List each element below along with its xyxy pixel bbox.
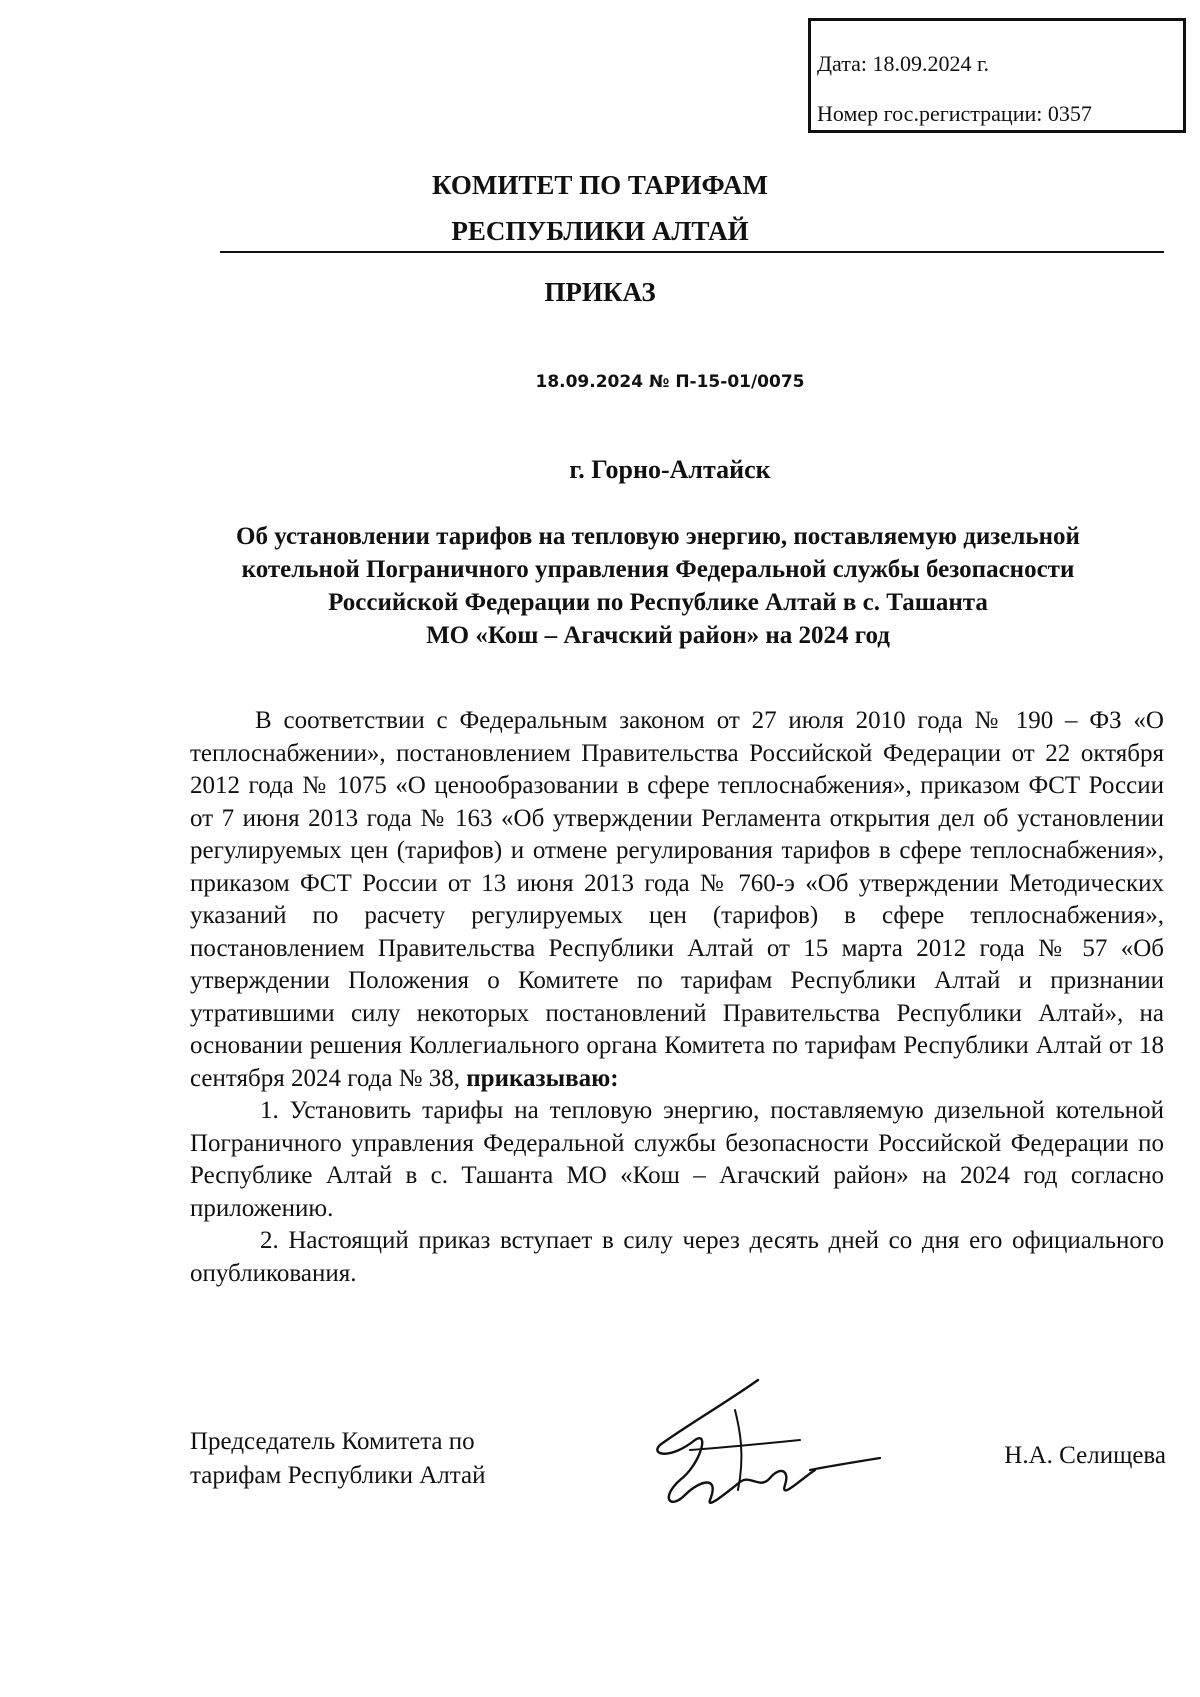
preamble-text: В соответствии с Федеральным законом от 27 июля 2010 года № 190 – ФЗ «О теплоснабжении», постановлением Правительства Российской Федерации от 22 октября 2012 года № 1075 «О ценообразовании в сфере теплоснабжения», приказом ФСТ России от 7 июня 2013 года № 163 «Об утверждении Регламента открытия дел об установлении регулируемых цен (тарифов) и отмене регулирования тарифов в сфере теплоснабжения», приказом ФСТ России от 13 июня 2013 года № 760-э «Об утверждении Методических указаний по расчету регулируемых цен (тарифов) в сфере теплоснабжения», постановлением Правительства Республики Алтай от 15 марта 2012 года № 57 «Об утверждении Положения о Комитете по тарифам Республики Алтай и признании утратившими силу некоторых постановлений Правительства Республики Алтай», на основании решения Коллегиального органа Комитета по тарифам Республики Алтай от 18 сентября 2024 года № 38, <box>190 707 1164 1092</box>
handwritten-signature <box>640 1370 900 1525</box>
title-line-4: МО «Кош – Агачский район» на 2024 год <box>426 622 890 649</box>
title-line-3: Российской Федерации по Республике Алтай в с. Ташанта <box>328 589 988 616</box>
org-name-line1: КОМИТЕТ ПО ТАРИФАМ <box>431 170 769 200</box>
title-line-1: Об установлении тарифов на тепловую энергию, поставляемую дизельной <box>236 523 1080 550</box>
registration-number <box>817 89 1183 139</box>
order-body <box>190 705 1164 1290</box>
position-line-1: Председатель Комитета по <box>190 1428 475 1455</box>
date-value: 18.09.2024 г. <box>872 51 990 76</box>
order-word: приказываю: <box>466 1064 619 1092</box>
reg-label: Номер гос.регистрации: <box>817 101 1043 126</box>
header-rule <box>220 251 1164 253</box>
position-line-2: тарифам Республики Алтай <box>190 1462 486 1489</box>
registration-box <box>808 18 1186 133</box>
doc-type: ПРИКАЗ <box>544 277 656 307</box>
title-line-2: котельной Пограничного управления Федеральной службы безопасности <box>241 556 1075 583</box>
order-title <box>150 520 1166 652</box>
signatory-name: Н.А. Селищева <box>1004 1442 1166 1469</box>
order-number: 18.09.2024 № П-15-01/0075 <box>535 372 805 392</box>
signatory-position <box>190 1425 590 1493</box>
city: г. Горно-Алтайск <box>569 455 771 484</box>
item-1: 1. Установить тарифы на тепловую энергию, поставляемую дизельной котельной Пограничного управления Федеральной службы безопасности Российской Федерации по Республике Алтай в с. Ташанта МО «Кош – Агачский район» на 2024 год согласно приложению. <box>190 1097 1164 1222</box>
org-name-line2: РЕСПУБЛИКИ АЛТАЙ <box>451 216 749 246</box>
date-label: Дата: <box>817 51 867 76</box>
preamble-paragraph <box>190 705 1164 1095</box>
item-2: 2. Настоящий приказ вступает в силу через десять дней со дня его официального опубликования. <box>190 1227 1164 1287</box>
reg-value: 0357 <box>1047 101 1092 126</box>
registration-date <box>817 39 1183 89</box>
